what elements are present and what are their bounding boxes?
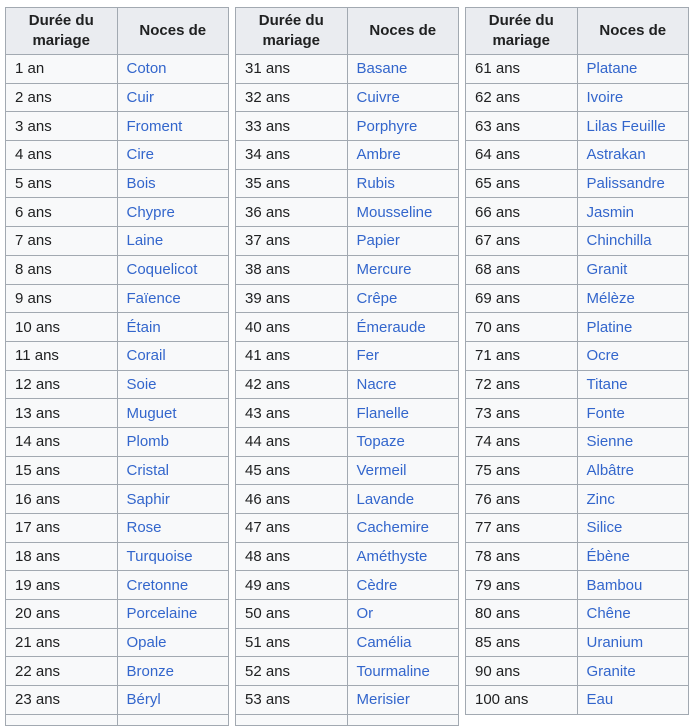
noces-link[interactable]: Cachemire — [356, 519, 430, 537]
noces-link[interactable]: Corail — [126, 347, 166, 365]
duration-cell: 51 ans — [236, 628, 348, 657]
duration-cell: 36 ans — [236, 198, 348, 227]
noces-cell — [117, 198, 229, 227]
duration-cell: 73 ans — [466, 399, 578, 428]
table-row — [236, 542, 459, 571]
duration-cell: 35 ans — [236, 169, 348, 198]
duration-cell: 20 ans — [6, 600, 118, 629]
noces-cell — [347, 600, 459, 629]
table-row — [466, 628, 689, 657]
duration-cell: 6 ans — [6, 198, 118, 227]
table-row — [466, 284, 689, 313]
duration-cell: 11 ans — [6, 341, 118, 370]
noces-cell — [577, 600, 689, 629]
duration-cell: 70 ans — [466, 313, 578, 342]
duration-cell: 45 ans — [236, 456, 348, 485]
noces-cell — [347, 227, 459, 256]
noces-cell — [347, 313, 459, 342]
noces-cell — [347, 169, 459, 198]
duration-cell: 67 ans — [466, 227, 578, 256]
table-row — [236, 399, 459, 428]
table-row — [466, 112, 689, 141]
noces-cell — [117, 169, 229, 198]
table-row — [236, 370, 459, 399]
duration-cell: 72 ans — [466, 370, 578, 399]
noces-cell — [347, 141, 459, 170]
noces-cell — [347, 341, 459, 370]
noces-cell — [577, 169, 689, 198]
table-row — [6, 112, 229, 141]
table-row — [236, 83, 459, 112]
noces-header: Noces de — [347, 8, 459, 55]
noces-link[interactable]: Papier — [356, 232, 400, 250]
duration-cell: 66 ans — [466, 198, 578, 227]
duration-cell: 32 ans — [236, 83, 348, 112]
noces-link[interactable]: Eau — [586, 691, 614, 709]
table-row — [236, 112, 459, 141]
noces-link[interactable]: Cire — [126, 146, 155, 164]
duration-cell: 48 ans — [236, 542, 348, 571]
duration-cell: 23 ans — [6, 686, 118, 715]
table-row — [466, 141, 689, 170]
table-row — [466, 370, 689, 399]
noces-header: Noces de — [577, 8, 689, 55]
noces-link[interactable]: Jasmin — [586, 203, 635, 221]
noces-link[interactable]: Cristal — [126, 461, 170, 479]
noces-cell — [117, 600, 229, 629]
table-row — [6, 399, 229, 428]
noces-cell — [117, 686, 229, 715]
duration-cell: 53 ans — [236, 686, 348, 715]
noces-cell — [577, 514, 689, 543]
noces-link[interactable]: Basane — [356, 60, 408, 78]
noces-link[interactable]: Béryl — [126, 691, 161, 709]
noces-link[interactable]: Chinchilla — [586, 232, 652, 250]
duration-cell: 2 ans — [6, 83, 118, 112]
duration-cell: 76 ans — [466, 485, 578, 514]
table-row — [236, 55, 459, 84]
duration-cell: 22 ans — [6, 657, 118, 686]
table-row — [466, 427, 689, 456]
duration-cell: 75 ans — [466, 456, 578, 485]
noces-link[interactable]: Chêne — [586, 605, 631, 623]
noces-link[interactable]: Faïence — [126, 289, 181, 307]
noces-link[interactable]: Zinc — [586, 490, 615, 508]
noces-cell — [117, 55, 229, 84]
noces-link[interactable]: Porcelaine — [126, 605, 198, 623]
table-row — [236, 141, 459, 170]
noces-link[interactable]: Vermeil — [356, 461, 407, 479]
table-row — [236, 485, 459, 514]
table-row — [236, 227, 459, 256]
table-row — [6, 227, 229, 256]
noces-cell — [347, 112, 459, 141]
table-row — [236, 456, 459, 485]
noces-link[interactable]: Améthyste — [356, 548, 428, 566]
table-row — [6, 198, 229, 227]
noces-link[interactable]: Mousseline — [356, 203, 433, 221]
duration-cell: 44 ans — [236, 427, 348, 456]
noces-link[interactable]: Étain — [126, 318, 161, 336]
duration-header: Durée du mariage — [6, 8, 118, 55]
duration-cell: 17 ans — [6, 514, 118, 543]
duration-cell: 40 ans — [236, 313, 348, 342]
noces-header: Noces de — [117, 8, 229, 55]
table-row — [6, 686, 229, 715]
duration-cell: 18 ans — [6, 542, 118, 571]
noces-cell — [577, 141, 689, 170]
table-row — [466, 83, 689, 112]
noces-link[interactable]: Lavande — [356, 490, 415, 508]
noces-cell — [577, 370, 689, 399]
duration-cell: 14 ans — [6, 427, 118, 456]
noces-cell — [577, 427, 689, 456]
table-row — [236, 514, 459, 543]
noces-link[interactable]: Crêpe — [356, 289, 398, 307]
table-row — [6, 485, 229, 514]
table-row — [236, 341, 459, 370]
duration-cell: 47 ans — [236, 514, 348, 543]
noces-link[interactable]: Flanelle — [356, 404, 410, 422]
table-row — [6, 83, 229, 112]
noces-cell — [577, 657, 689, 686]
table-row — [466, 227, 689, 256]
duration-cell: 68 ans — [466, 255, 578, 284]
duration-cell: 8 ans — [6, 255, 118, 284]
noces-cell — [347, 571, 459, 600]
noces-cell — [117, 485, 229, 514]
noces-cell — [347, 255, 459, 284]
table-row — [236, 255, 459, 284]
header-row — [6, 8, 229, 55]
noces-cell — [347, 485, 459, 514]
noces-link[interactable]: Émeraude — [356, 318, 426, 336]
duration-header: Durée du mariage — [466, 8, 578, 55]
noces-cell — [117, 227, 229, 256]
noces-link[interactable]: Platane — [586, 60, 638, 78]
noces-link[interactable]: Laine — [126, 232, 164, 250]
noces-link[interactable]: Cretonne — [126, 576, 189, 594]
noces-cell — [347, 686, 459, 715]
noces-cell — [577, 227, 689, 256]
duration-cell: 79 ans — [466, 571, 578, 600]
noces-cell — [117, 141, 229, 170]
table-row — [6, 600, 229, 629]
noces-link[interactable]: Fonte — [586, 404, 625, 422]
table-row — [236, 169, 459, 198]
noces-cell — [577, 485, 689, 514]
table-row — [6, 571, 229, 600]
duration-cell: 61 ans — [466, 55, 578, 84]
noces-link[interactable]: Or — [356, 605, 374, 623]
noces-link[interactable]: Sienne — [586, 433, 634, 451]
table-row — [466, 657, 689, 686]
anniversary-table-1-23 — [5, 7, 229, 726]
duration-cell: 100 ans — [466, 686, 578, 715]
table-row — [236, 198, 459, 227]
table-row — [466, 542, 689, 571]
duration-cell: 3 ans — [6, 112, 118, 141]
table-row — [6, 55, 229, 84]
noces-cell — [577, 55, 689, 84]
table-row — [6, 370, 229, 399]
noces-link[interactable]: Granit — [586, 261, 628, 279]
noces-link[interactable]: Lilas Feuille — [586, 117, 666, 135]
noces-cell — [577, 341, 689, 370]
noces-link[interactable]: Uranium — [586, 634, 644, 652]
table-row — [236, 628, 459, 657]
noces-link[interactable]: Ambre — [356, 146, 401, 164]
table-row — [6, 628, 229, 657]
noces-link[interactable]: Palissandre — [586, 175, 665, 193]
noces-cell — [117, 657, 229, 686]
table-row — [466, 313, 689, 342]
duration-cell: 49 ans — [236, 571, 348, 600]
noces-link[interactable]: Froment — [126, 117, 183, 135]
table-row — [6, 456, 229, 485]
table-row — [466, 198, 689, 227]
noces-cell — [577, 83, 689, 112]
noces-link[interactable]: Chypre — [126, 203, 175, 221]
noces-link[interactable]: Ébène — [586, 548, 630, 566]
noces-link[interactable]: Coquelicot — [126, 261, 198, 279]
table-row — [236, 427, 459, 456]
duration-cell: 12 ans — [6, 370, 118, 399]
noces-cell — [347, 83, 459, 112]
noces-cell — [577, 112, 689, 141]
duration-cell: 9 ans — [6, 284, 118, 313]
table-row — [466, 456, 689, 485]
duration-cell: 62 ans — [466, 83, 578, 112]
header-row — [236, 8, 459, 55]
noces-link[interactable]: Porphyre — [356, 117, 418, 135]
duration-cell: 7 ans — [6, 227, 118, 256]
noces-link[interactable]: Merisier — [356, 691, 410, 709]
noces-cell — [117, 83, 229, 112]
noces-cell — [347, 542, 459, 571]
noces-link[interactable]: Mélèze — [586, 289, 635, 307]
noces-link[interactable]: Camélia — [356, 634, 412, 652]
noces-link[interactable]: Albâtre — [586, 461, 635, 479]
table-row — [6, 542, 229, 571]
noces-link[interactable]: Mercure — [356, 261, 412, 279]
noces-cell — [577, 313, 689, 342]
noces-cell — [577, 255, 689, 284]
table-row — [466, 686, 689, 715]
duration-cell: 10 ans — [6, 313, 118, 342]
table-row — [236, 600, 459, 629]
duration-cell: 33 ans — [236, 112, 348, 141]
duration-cell: 15 ans — [6, 456, 118, 485]
duration-cell: 16 ans — [6, 485, 118, 514]
duration-cell: 50 ans — [236, 600, 348, 629]
duration-cell: 4 ans — [6, 141, 118, 170]
duration-cell: 74 ans — [466, 427, 578, 456]
table-row — [466, 485, 689, 514]
noces-cell — [347, 284, 459, 313]
noces-cell — [347, 427, 459, 456]
table-row — [466, 571, 689, 600]
table-row — [6, 514, 229, 543]
noces-cell — [117, 399, 229, 428]
table-row — [466, 255, 689, 284]
duration-cell: 37 ans — [236, 227, 348, 256]
noces-cell — [577, 198, 689, 227]
duration-cell: 65 ans — [466, 169, 578, 198]
noces-cell — [347, 456, 459, 485]
duration-cell: 80 ans — [466, 600, 578, 629]
noces-cell — [117, 542, 229, 571]
table-row — [466, 341, 689, 370]
noces-cell — [577, 399, 689, 428]
duration-cell: 42 ans — [236, 370, 348, 399]
noces-link[interactable]: Ivoire — [586, 89, 624, 107]
noces-cell — [117, 284, 229, 313]
noces-link[interactable]: Nacre — [356, 375, 397, 393]
noces-cell — [347, 399, 459, 428]
noces-link[interactable]: Rose — [126, 519, 162, 537]
header-row — [466, 8, 689, 55]
noces-cell — [117, 456, 229, 485]
duration-cell: 5 ans — [6, 169, 118, 198]
noces-cell — [577, 628, 689, 657]
duration-cell: 90 ans — [466, 657, 578, 686]
noces-cell — [117, 112, 229, 141]
table-row — [466, 169, 689, 198]
noces-link[interactable]: Turquoise — [126, 548, 193, 566]
noces-link[interactable]: Fer — [356, 347, 379, 365]
duration-cell: 85 ans — [466, 628, 578, 657]
duration-cell: 1 an — [6, 55, 118, 84]
noces-link[interactable]: Coton — [126, 60, 167, 78]
duration-cell: 52 ans — [236, 657, 348, 686]
noces-link[interactable]: Tourmaline — [356, 662, 430, 680]
duration-cell: 34 ans — [236, 141, 348, 170]
noces-link[interactable]: Cèdre — [356, 576, 398, 594]
table-row — [236, 284, 459, 313]
table-row — [236, 571, 459, 600]
duration-cell: 63 ans — [466, 112, 578, 141]
noces-cell — [577, 686, 689, 715]
table-row — [6, 255, 229, 284]
noces-cell — [117, 628, 229, 657]
duration-cell: 19 ans — [6, 571, 118, 600]
noces-cell — [347, 628, 459, 657]
table-row — [6, 141, 229, 170]
noces-cell — [117, 571, 229, 600]
table-row — [236, 686, 459, 715]
table-row — [6, 427, 229, 456]
duration-cell: 13 ans — [6, 399, 118, 428]
table-row — [6, 169, 229, 198]
noces-cell — [347, 55, 459, 84]
duration-cell: 46 ans — [236, 485, 348, 514]
table-row — [6, 657, 229, 686]
duration-cell: 41 ans — [236, 341, 348, 370]
noces-cell — [577, 456, 689, 485]
noces-cell — [577, 571, 689, 600]
noces-cell — [117, 313, 229, 342]
noces-cell — [347, 370, 459, 399]
noces-link[interactable]: Opale — [126, 634, 167, 652]
noces-link[interactable]: Topaze — [356, 433, 405, 451]
noces-link[interactable]: Muguet — [126, 404, 177, 422]
noces-link[interactable]: Silice — [586, 519, 623, 537]
noces-link[interactable]: Granite — [586, 662, 636, 680]
duration-cell: 39 ans — [236, 284, 348, 313]
duration-cell: 69 ans — [466, 284, 578, 313]
duration-cell: 77 ans — [466, 514, 578, 543]
noces-cell — [117, 427, 229, 456]
anniversary-table-31-53 — [235, 7, 459, 726]
noces-link[interactable]: Bambou — [586, 576, 643, 594]
noces-link[interactable]: Plomb — [126, 433, 170, 451]
noces-link[interactable]: Ocre — [586, 347, 620, 365]
noces-cell — [117, 514, 229, 543]
noces-link[interactable]: Platine — [586, 318, 633, 336]
table-row — [6, 284, 229, 313]
table-row — [236, 657, 459, 686]
noces-cell — [117, 370, 229, 399]
duration-cell: 21 ans — [6, 628, 118, 657]
anniversary-table-61-100 — [465, 7, 689, 715]
noces-cell — [347, 514, 459, 543]
noces-link[interactable]: Bronze — [126, 662, 175, 680]
noces-link[interactable]: Saphir — [126, 490, 170, 508]
duration-cell: 64 ans — [466, 141, 578, 170]
duration-cell: 78 ans — [466, 542, 578, 571]
noces-link[interactable]: Titane — [586, 375, 628, 393]
table-row — [466, 399, 689, 428]
duration-cell: 71 ans — [466, 341, 578, 370]
table-row — [236, 313, 459, 342]
duration-header: Durée du mariage — [236, 8, 348, 55]
noces-cell — [117, 255, 229, 284]
noces-link[interactable]: Cuir — [126, 89, 155, 107]
noces-link[interactable]: Rubis — [356, 175, 395, 193]
table-row — [466, 514, 689, 543]
duration-cell: 43 ans — [236, 399, 348, 428]
noces-cell — [577, 284, 689, 313]
table-row — [6, 341, 229, 370]
table-row — [466, 55, 689, 84]
noces-link[interactable]: Soie — [126, 375, 157, 393]
noces-link[interactable]: Astrakan — [586, 146, 646, 164]
noces-cell — [347, 198, 459, 227]
noces-cell — [347, 657, 459, 686]
noces-cell — [577, 542, 689, 571]
noces-link[interactable]: Bois — [126, 175, 156, 193]
duration-cell: 31 ans — [236, 55, 348, 84]
noces-cell — [117, 341, 229, 370]
noces-link[interactable]: Cuivre — [356, 89, 400, 107]
duration-cell: 38 ans — [236, 255, 348, 284]
table-row — [6, 313, 229, 342]
table-row — [466, 600, 689, 629]
